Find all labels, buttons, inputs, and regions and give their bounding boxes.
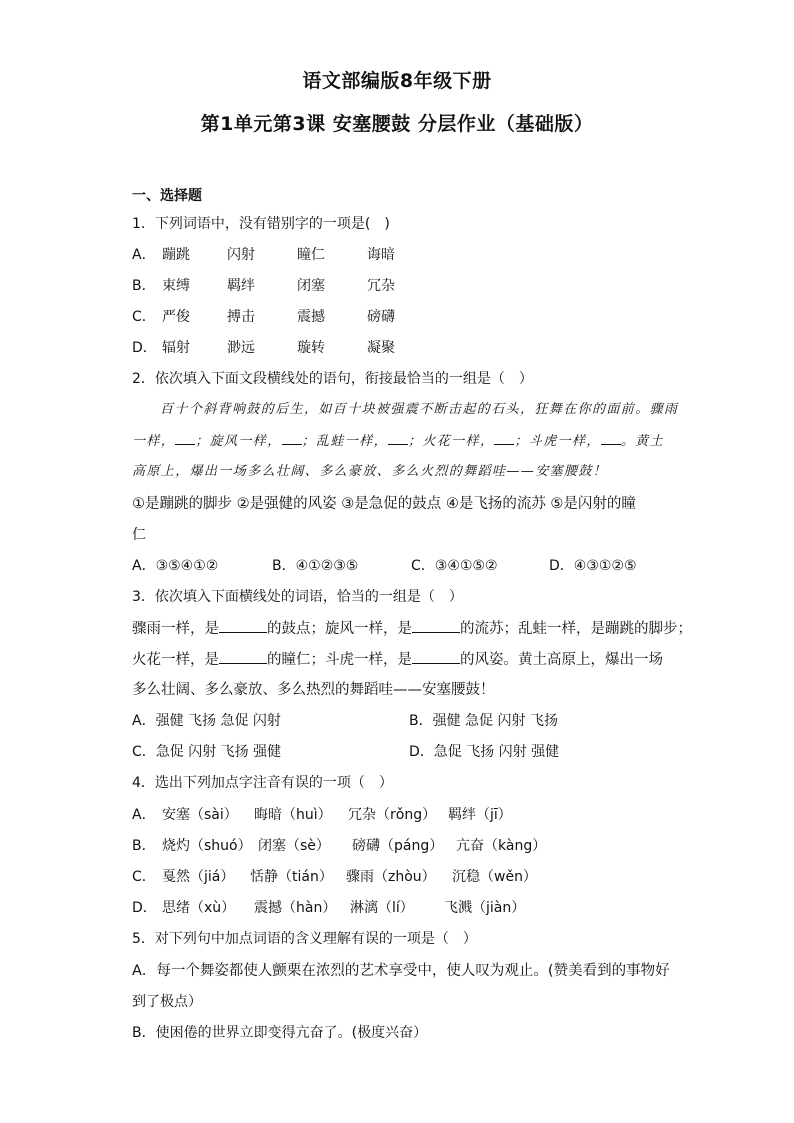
option-word: 羁绊 — [227, 278, 255, 294]
option-word: 束缚 — [162, 278, 190, 294]
q3-option-d: D．急促 飞扬 闪射 强健 — [409, 744, 560, 760]
option-item: 羁绊（jī） — [448, 807, 512, 823]
q1-option-d — [132, 338, 395, 358]
q3-text: 的鼓点；旋风一样，是 — [267, 621, 412, 637]
q1-option-b — [132, 276, 395, 296]
q2-option-c: C．③④①⑤② — [411, 558, 498, 574]
q3-stem: 3．依次填入下面横线处的词语，恰当的一组是（ ） — [132, 589, 463, 605]
q3-text: 的风姿。黄土高原上，爆出一场 — [460, 652, 663, 668]
option-label: C． — [132, 869, 156, 885]
q1-option-c — [132, 307, 395, 327]
answer-blank — [282, 432, 302, 445]
q2-choices-line2: 仁 — [132, 527, 146, 543]
option-item: 思绪（xù） — [162, 900, 236, 916]
option-word: 磅礴 — [367, 309, 395, 325]
q4-option-d — [132, 898, 525, 918]
q3-text-line3: 多么壮阔、多么豪放、多么热烈的舞蹈哇——安塞腰鼓！ — [132, 682, 495, 698]
option-item: 骤雨（zhòu） — [346, 869, 436, 885]
option-item: 亢奋（kàng） — [456, 838, 547, 854]
option-label: A． — [132, 807, 156, 823]
q3-text-line1 — [132, 618, 692, 639]
q2-option-a: A．③⑤④①② — [132, 558, 219, 574]
q2-choices-line1: ①是蹦跳的脚步 ②是强健的风姿 ③是急促的鼓点 ④是飞扬的流苏 ⑤是闪射的瞳 — [132, 496, 636, 512]
q3-text: 的流苏；乱蛙一样，是蹦跳的脚步； — [460, 621, 692, 637]
passage-text: 。黄土 — [620, 434, 665, 449]
option-item: 震撼（hàn） — [254, 900, 337, 916]
option-word: 搏击 — [227, 309, 255, 325]
option-item: 沉稳（wěn） — [452, 869, 537, 885]
q3-text-line2 — [132, 649, 663, 670]
q2-option-b: B．④①②③⑤ — [272, 558, 359, 574]
option-word: 严俊 — [162, 309, 190, 325]
option-label: D． — [132, 340, 157, 356]
option-word: 渺远 — [227, 340, 255, 356]
passage-text: 一样， — [132, 434, 176, 449]
passage-text: ；乱蛙一样， — [301, 434, 389, 449]
q4-option-b — [132, 836, 546, 856]
option-item: 烧灼（shuó） — [162, 838, 252, 854]
document-title: 语文部编版8年级下册 — [302, 70, 492, 92]
document-subtitle: 第1单元第3课 安塞腰鼓 分层作业（基础版） — [200, 113, 594, 135]
q3-text: 骤雨一样，是 — [132, 621, 219, 637]
q3-option-a: A．强健 飞扬 急促 闪射 — [132, 713, 281, 729]
q4-option-c — [132, 867, 537, 887]
option-word: 闭塞 — [297, 278, 325, 294]
section-heading: 一、选择题 — [132, 188, 202, 204]
option-item: 飞溅（jiàn） — [444, 900, 526, 916]
option-item: 淋漓（lí） — [350, 900, 414, 916]
answer-blank — [412, 618, 460, 633]
passage-text: ；火花一样， — [408, 434, 495, 449]
answer-blank — [175, 432, 195, 445]
option-item: 冗杂（rǒng） — [348, 807, 437, 823]
option-word: 冗杂 — [367, 278, 395, 294]
passage-text: ；旋风一样， — [195, 434, 282, 449]
answer-blank — [601, 432, 621, 445]
option-item: 磅礴（páng） — [352, 838, 444, 854]
q3-text: 的瞳仁；斗虎一样，是 — [267, 652, 412, 668]
q2-passage-line1: 百十个斜背响鼓的后生，如百十块被强震不断击起的石头，狂舞在你的面前。骤雨 — [160, 402, 679, 417]
q5-option-b: B．使困倦的世界立即变得亢奋了。(极度兴奋） — [132, 1025, 428, 1041]
q4-option-a — [132, 805, 512, 825]
q5-option-a-line2: 到了极点） — [132, 994, 202, 1010]
q3-option-b: B．强健 急促 闪射 飞扬 — [409, 713, 558, 729]
option-item: 戛然（jiá） — [162, 869, 235, 885]
option-word: 瞳仁 — [297, 247, 325, 263]
q4-stem: 4．选出下列加点字注音有误的一项（ ） — [132, 775, 393, 791]
option-word: 凝聚 — [367, 340, 395, 356]
option-word: 诲暗 — [367, 247, 395, 263]
option-label: D． — [132, 900, 157, 916]
q2-stem: 2．依次填入下面文段横线处的语句，衔接最恰当的一组是（ ） — [132, 371, 533, 387]
option-word: 闪射 — [227, 247, 255, 263]
option-item: 安塞（sài） — [162, 807, 238, 823]
option-word: 蹦跳 — [162, 247, 190, 263]
passage-text: ；斗虎一样， — [514, 434, 601, 449]
option-word: 震撼 — [297, 309, 325, 325]
option-item: 闭塞（sè） — [258, 838, 330, 854]
q2-passage-line3: 高原上，爆出一场多么壮阔、多么豪放、多么火烈的舞蹈哇——安塞腰鼓！ — [132, 464, 608, 479]
answer-blank — [219, 649, 267, 664]
option-word: 辐射 — [162, 340, 190, 356]
q5-option-a-line1: A．每一个舞姿都使人颤栗在浓烈的艺术享受中，使人叹为观止。(赞美看到的事物好 — [132, 963, 670, 979]
q2-passage-line2 — [132, 432, 664, 451]
option-label: B． — [132, 278, 156, 294]
q2-option-d: D．④③①②⑤ — [549, 558, 637, 574]
option-item: 晦暗（huì） — [254, 807, 332, 823]
q3-text: 火花一样，是 — [132, 652, 219, 668]
option-label: A． — [132, 247, 156, 263]
answer-blank — [412, 649, 460, 664]
option-label: B． — [132, 838, 156, 854]
option-item: 恬静（tián） — [250, 869, 333, 885]
answer-blank — [494, 432, 514, 445]
q3-option-c: C．急促 闪射 飞扬 强健 — [132, 744, 282, 760]
option-label: C． — [132, 309, 156, 325]
q1-option-a — [132, 245, 395, 265]
answer-blank — [388, 432, 408, 445]
q5-stem: 5．对下列句中加点词语的含义理解有误的一项是（ ） — [132, 931, 477, 947]
answer-blank — [219, 618, 267, 633]
q1-stem: 1．下列词语中，没有错别字的一项是( ) — [132, 216, 390, 232]
option-word: 璇转 — [297, 340, 325, 356]
